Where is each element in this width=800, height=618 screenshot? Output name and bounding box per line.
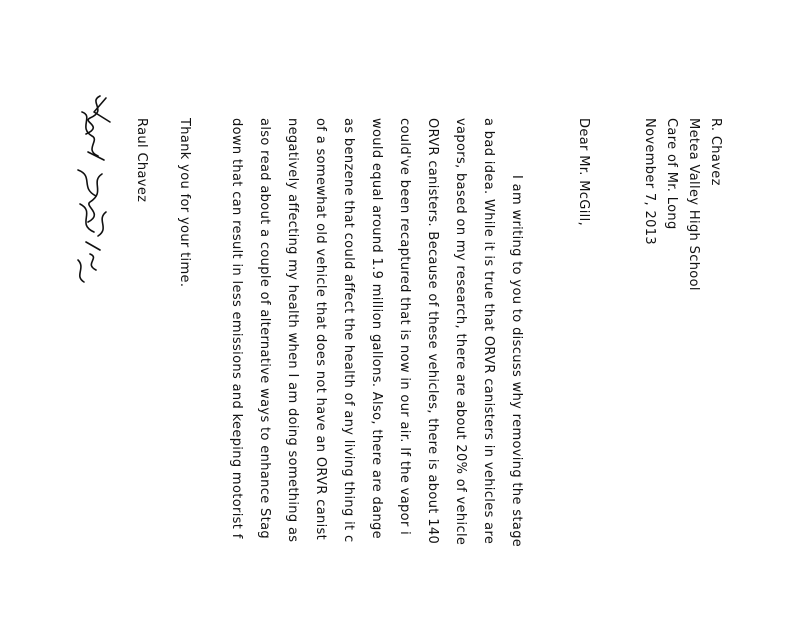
body-line: would equal around 1.9 million gallons. Also, there are dange <box>369 118 384 540</box>
school-name: Metea Valley High School <box>686 118 701 291</box>
sender-name: R. Chavez <box>708 118 723 186</box>
body-line: a bad idea. While it is true that ORVR canisters in vehicles are <box>481 118 496 545</box>
handwritten-signature <box>60 92 120 292</box>
salutation: Dear Mr. McGill, <box>576 118 591 227</box>
care-of-line: Care of Mr. Long <box>664 118 679 230</box>
body-line: could've been recaptured that is now in our air. If the vapor i <box>397 118 412 536</box>
closing-line: Thank you for your time. <box>177 118 192 288</box>
body-line: vapors, based on my research, there are about 20% of vehicle <box>453 118 468 546</box>
body-line: I am writing to you to discuss why removing the stage <box>509 175 524 548</box>
body-line: as benzene that could affect the health of any living thing it c <box>341 118 356 543</box>
signature-name: Raul Chavez <box>134 118 149 203</box>
letter-date: November 7, 2013 <box>642 118 657 245</box>
body-line: negatively affecting my health when I am doing something as <box>285 118 300 543</box>
body-line: also read about a couple of alternative ways to enhance Stag <box>257 118 272 540</box>
body-line: ORVR canisters. Because of these vehicles, there is about 140 <box>425 118 440 545</box>
body-line: of a somewhat old vehicle that does not have an ORVR canist <box>313 118 328 541</box>
body-line: down that can result in less emissions and keeping motorist f <box>229 118 244 539</box>
